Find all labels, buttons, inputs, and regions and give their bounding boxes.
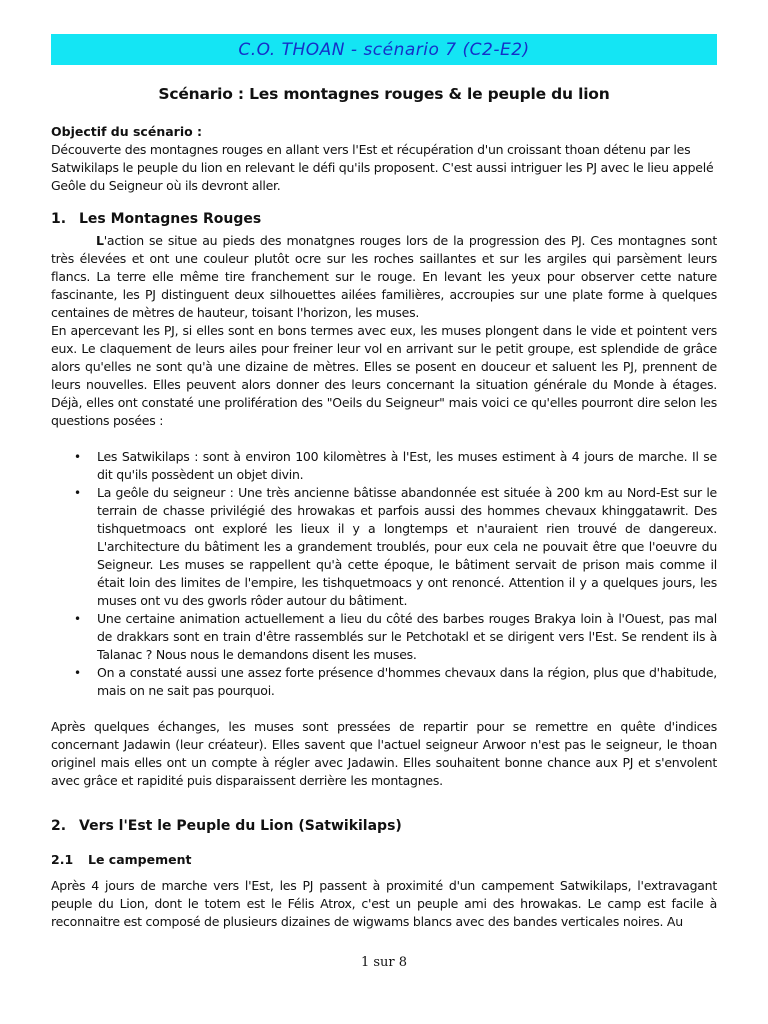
banner-title: C.O. THOAN - scénario 7 (C2-E2) [238, 39, 530, 60]
document-page [51, 34, 717, 931]
section-1-paragraph-1-text: 'action se situe au pieds des monatgnes rouges lors de la progression des PJ. Ces montagnes sont très élevées et ont une couleur plutôt ocre sur les roches saillantes et sur les argiles qui parsèment leurs flancs. La terre elle même tire franchement sur le rouge. En levant les yeux pour observer cette nature fascinante, les PJ distinguent deux silhouettes ailées familières, accroupies sur une plate forme à quelques centaines de mètres de hauteur, toisant l'horizon, les muses. [51, 233, 717, 320]
section-1-paragraph-2: En apercevant les PJ, si elles sont en bons termes avec eux, les muses plongent dans le vide et pointent vers eux. Le claquement de leurs ailes pour freiner leur vol en arrivant sur le petit groupe, est splendide de grâce alors qu'elles ne sont qu'à une dizaine de mètres. Elles se posent en douceur et saluent les PJ, prennent de leurs nouvelles. Elles peuvent alors donner des leurs concernant la situation générale du Monde à étages. Déjà, elles ont constaté une prolifération des "Oeils du Seigneur" mais voici ce qu'elles pourront dire selon les questions posées : [51, 323, 717, 428]
bullet-icon: • [74, 666, 81, 680]
section-2-number: 2. [51, 818, 67, 834]
info-bullet-list [51, 448, 717, 700]
subsection-2-1-title: Le campement [88, 852, 192, 867]
section-1-number: 1. [51, 211, 67, 227]
objective-label: Objectif du scénario : [51, 124, 203, 139]
bullet-icon: • [74, 612, 81, 626]
subsection-2-1-heading [51, 852, 717, 867]
header-banner [51, 34, 717, 65]
bullet-icon: • [74, 486, 81, 500]
list-item [51, 610, 717, 664]
bullet-icon: • [74, 450, 81, 464]
list-item [51, 664, 717, 700]
list-item-text: On a constaté aussi une assez forte présence d'hommes chevaux dans la région, plus que d'habitude, mais on ne sait pas pourquoi. [97, 665, 717, 698]
dropcap-letter: L [96, 233, 104, 248]
section-1-paragraph-1 [51, 232, 717, 322]
list-item-text: Les Satwikilaps : sont à environ 100 kilomètres à l'Est, les muses estiment à 4 jours de marche. Il se dit qu'ils possèdent un objet divin. [97, 449, 717, 482]
subsection-2-1-text: Après 4 jours de marche vers l'Est, les PJ passent à proximité d'un campement Satwikilaps, l'extravagant peuple du Lion, dont le totem est le Félis Atrox, c'est un peuple ami des hrowakas. Le camp est facile à reconnaitre est composé de plusieurs dizaines de wigwams blancs avec des bandes verticales noires. Au [51, 878, 717, 929]
section-2-heading [51, 818, 717, 834]
objective-text: Découverte des montagnes rouges en allant vers l'Est et récupération d'un croissant thoan détenu par les Satwikilaps le peuple du lion en relevant le défi qu'ils proposent. C'est aussi intriguer les PJ avec le lieu appelé Geôle du Seigneur où ils devront aller. [51, 142, 714, 193]
section-1-paragraph-3: Après quelques échanges, les muses sont pressées de repartir pour se remettre en quête d'indices concernant Jadawin (leur créateur). Elles savent que l'actuel seigneur Arwoor n'est pas le seigneur, le thoan originel mais elles ont un compte à régler avec Jadawin. Elles souhaitent bonne chance aux PJ et s'envolent avec grâce et rapidité puis disparaissent derrière les montagnes. [51, 719, 717, 788]
subsection-2-1-number: 2.1 [51, 852, 74, 867]
list-item [51, 484, 717, 610]
page-title: Scénario : Les montagnes rouges & le peuple du lion [158, 85, 610, 103]
list-item-text: Une certaine animation actuellement a lieu du côté des barbes rouges Brakya loin à l'Ouest, pas mal de drakkars sont en train d'être rassemblés sur le Petchotakl et se dirigent vers l'Est. Se rendent ils à Talanac ? Nous nous le demandons disent les muses. [97, 611, 717, 662]
list-item [51, 448, 717, 484]
section-1-title: Les Montagnes Rouges [79, 211, 262, 227]
page-number: 1 sur 8 [360, 955, 408, 970]
section-2-title: Vers l'Est le Peuple du Lion (Satwikilaps) [79, 818, 402, 834]
list-item-text: La geôle du seigneur : Une très ancienne bâtisse abandonnée est située à 200 km au Nord-Est sur le terrain de chasse privilégié des hrowakas et parfois aussi des hommes chevaux khinggatawrit. Des tishquetmoacs ont exploré les lieux il y a longtemps et n'auraient rien trouvé de dangereux. L'architecture du bâtiment les a grandement troublés, pour eux cela ne pouvait être que l'oeuvre du Seigneur. Les muses se rappellent qu'à cette époque, le bâtiment servait de prison mais comme il était loin des limites de l'empire, les tishquetmoacs y ont renoncé. Attention il y a quelques jours, les muses ont vu des gworls rôder autour du bâtiment. [97, 485, 717, 608]
section-1-heading [51, 211, 717, 227]
